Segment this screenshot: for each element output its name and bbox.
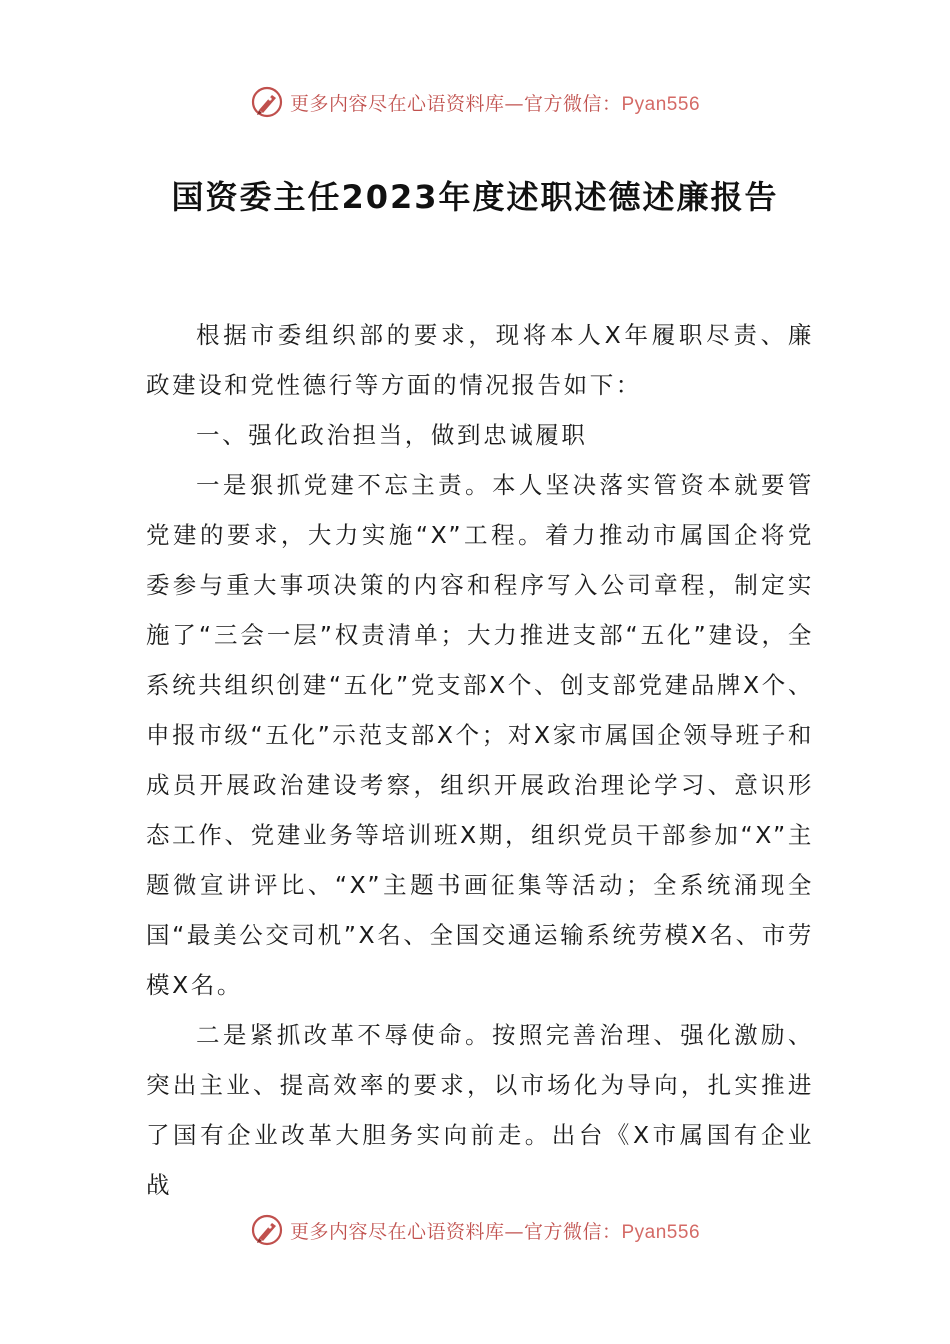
paragraph: 一是狠抓党建不忘主责。本人坚决落实管资本就要管党建的要求，大力实施“X”工程。着力推动市属国企将党委参与重大事项决策的内容和程序写入公司章程，制定实施了“三会一层”权责清单；大力推进支部“五化”建设，全系统共组织创建“五化”党支部X个、创支部党建品牌X个、申报市级“五化”示范支部X个；对X家市属国企领导班子和成员开展政治建设考察，组织开展政治理论学习、意识形态工作、党建业务等培训班X期，组织党员干部参加“X”主题微宣讲评比、“X”主题书画征集等活动；全系统涌现全国“最美公交司机”X名、全国交通运输系统劳模X名、市劳模X名。	[146, 471, 814, 999]
watermark-id: Pyan556	[621, 1221, 701, 1243]
document-title: 国资委主任2023年度述职述德述廉报告	[171, 178, 779, 216]
watermark-label: 更多内容尽在心语资料库—官方微信：	[289, 1220, 622, 1243]
section-heading: 一、强化政治担当，做到忠诚履职	[196, 421, 588, 449]
document-body	[146, 310, 814, 1210]
watermark-text	[290, 89, 700, 116]
watermark-text	[290, 1217, 700, 1244]
paragraph: 二是紧抓改革不辱使命。按照完善治理、强化激励、突出主业、提高效率的要求，以市场化为导向，扎实推进了国有企业改革大胆务实向前走。出台《X市属国有企业战	[146, 1021, 814, 1199]
pen-nib-logo-icon	[250, 1213, 284, 1247]
watermark-footer	[0, 1210, 950, 1250]
watermark-header	[0, 82, 950, 122]
paragraph: 根据市委组织部的要求，现将本人X年履职尽责、廉政建设和党性德行等方面的情况报告如下：	[146, 321, 814, 399]
watermark-id: Pyan556	[621, 93, 701, 115]
watermark-label: 更多内容尽在心语资料库—官方微信：	[289, 92, 622, 115]
pen-nib-logo-icon	[250, 85, 284, 119]
